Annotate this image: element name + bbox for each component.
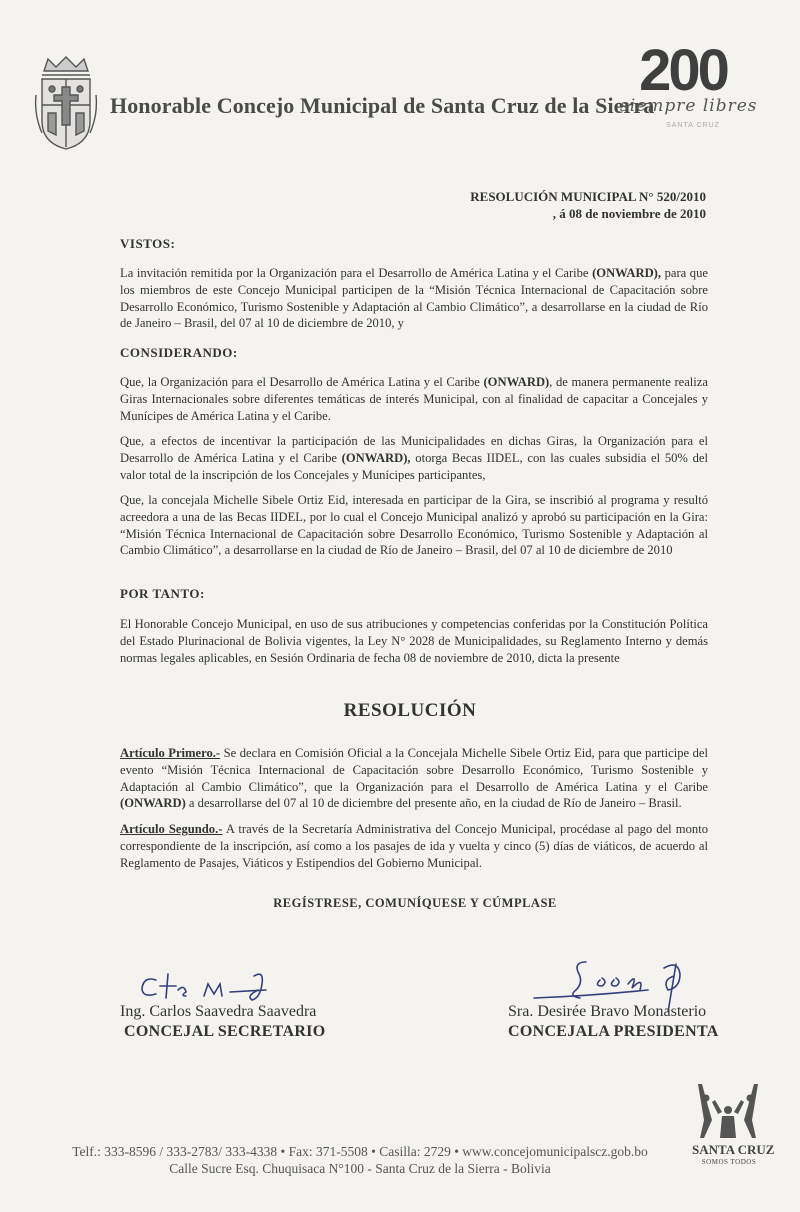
article-two [120, 821, 708, 871]
considerando-heading: CONSIDERANDO: [120, 345, 238, 360]
signature-left [120, 966, 360, 1042]
p2-text: Que, a efectos de incentivar la participación de las Municipalidades en dichas Giras, la Organización para el Desarrollo de América Latina y el Caribe [120, 434, 708, 465]
santa-cruz-logo [692, 1080, 775, 1178]
people-logo-icon [692, 1080, 766, 1142]
coat-of-arms-icon [34, 55, 98, 153]
p1-text-cont: , de manera permanente realiza Giras Internacionales sobre diferentes temáticas de interés Municipal, con al finalidad de capacitar a Concejales y Munícipes de América Latina y el Caribe. [120, 375, 708, 423]
logo-name: SANTA CRUZ [692, 1142, 775, 1157]
article-two-text: A través de la Secretaría Administrativa del Concejo Municipal, procédase al pago del monto correspondiente de la inscripción, así como a los pasajes de ida y vuelta y cinco (5) días de viáticos, de acuerdo al Reglamento de Pasajes, Viáticos y Estipendios del Gobierno Municipal. [120, 822, 708, 870]
considerando-p3: Que, la concejala Michelle Sibele Ortiz Eid, interesada en participar de la Gira, se inscribió al programa y resultó acreedora a una de las Becas IIDEL, por lo cual el Concejo Municipal analizó y aprobó su participación en la Gira: “Misión Técnica Internacional de Capacitación sobre Desarrollo Económico, Turismo Sostenible y Adaptación al Cambio Climático”, a desarrollarse en la ciudad de Río de Janeiro – Brasil, del 07 al 10 de diciembre de 2010 [120, 493, 708, 558]
closing-formula: REGÍSTRESE, COMUNÍQUESE Y CÚMPLASE [273, 896, 557, 910]
article-two-label: Artículo Segundo.- [120, 822, 223, 836]
resolution-number-block [470, 188, 706, 222]
resolution-title: RESOLUCIÓN [343, 700, 477, 721]
article-one [120, 745, 708, 812]
p1-text: Que, la Organización para el Desarrollo de América Latina y el Caribe [120, 375, 484, 389]
article-one-text: Se declara en Comisión Oficial a la Concejala Michelle Sibele Ortiz Eid, para que participe del evento “Misión Técnica Internacional de Capacitación sobre Desarrollo Económico, Turismo Sostenible y Adaptación al Cambio Climático”, que la Organización para el Desarrollo de América Latina y el Caribe [120, 746, 709, 794]
p2-bold: (ONWARD), [341, 450, 411, 465]
footer-contact [0, 1143, 720, 1177]
organization-name: Honorable Concejo Municipal de Santa Cruz de la Sierra [110, 93, 655, 118]
article-one-text-cont: a desarrollarse del 07 al 10 de diciembre del presente año, en la ciudad de Río de Janeiro – Brasil. [185, 796, 682, 811]
signer-right-role: CONCEJALA PRESIDENTA [508, 1023, 719, 1040]
footer-line-1: Telf.: 333-8596 / 333-2783/ 333-4338 • Fax: 371-5508 • Casilla: 2729 • www.concejomunicipalscz.gob.bo [72, 1144, 648, 1159]
p2-text-cont: otorga Becas IIDEL, con las cuales subsidia el 50% del valor total de la inscripción de los Concejales y Munícipes participantes, [120, 450, 708, 482]
resolution-number: RESOLUCIÓN MUNICIPAL N° 520/2010 [470, 189, 706, 204]
signer-left-name: Ing. Carlos Saavedra Saavedra [120, 1003, 317, 1020]
vistos-heading: VISTOS: [120, 236, 176, 251]
portanto-paragraph: El Honorable Concejo Municipal, en uso de sus atribuciones y competencias conferidas por la Constitución Política del Estado Plurinacional de Bolivia vigentes, la Ley N° 2028 de Municipalidades, su Reglamento Interno y demás normas legales aplicables, en Sesión Ordinaria de fecha 08 de noviembre de 2010, dicta la presente [120, 617, 708, 665]
badge-city: SANTA CRUZ [666, 122, 720, 129]
portanto-heading: POR TANTO: [120, 586, 205, 601]
bicentennial-badge [618, 38, 758, 138]
vistos-text: La invitación remitida por la Organización para el Desarrollo de América Latina y el Caribe [120, 266, 593, 280]
signer-left-role: CONCEJAL SECRETARIO [124, 1023, 326, 1040]
vistos-text-cont: para que los miembros de este Concejo Municipal participen de la “Misión Técnica Internacional de Capacitación sobre Desarrollo Económico, Turismo Sostenible y Adaptación al Cambio Climático”, a desarrollarse en la ciudad de Río de Janeiro – Brasil, del 07 al 10 de diciembre de 2010, y [120, 266, 708, 331]
article-one-bold: (ONWARD) [120, 796, 186, 811]
signer-right-name: Sra. Desirée Bravo Monasterio [508, 1003, 707, 1020]
article-one-label: Artículo Primero.- [120, 746, 221, 760]
badge-number: 200 [639, 38, 727, 103]
logo-tagline: SOMOS TODOS [701, 1158, 757, 1166]
handwritten-signature-left-icon [134, 966, 294, 1004]
signature-right [508, 956, 728, 1042]
considerando-p1 [120, 374, 708, 424]
vistos-bold: (ONWARD), [592, 266, 662, 280]
badge-motto: siempre libres [620, 96, 758, 116]
footer-line-2: Calle Sucre Esq. Chuquisaca N°100 - Santa Cruz de la Sierra - Bolivia [169, 1161, 551, 1176]
resolution-date: , á 08 de noviembre de 2010 [552, 206, 706, 221]
vistos-paragraph [120, 265, 708, 332]
p1-bold: (ONWARD) [483, 375, 550, 389]
considerando-p2 [120, 433, 708, 483]
